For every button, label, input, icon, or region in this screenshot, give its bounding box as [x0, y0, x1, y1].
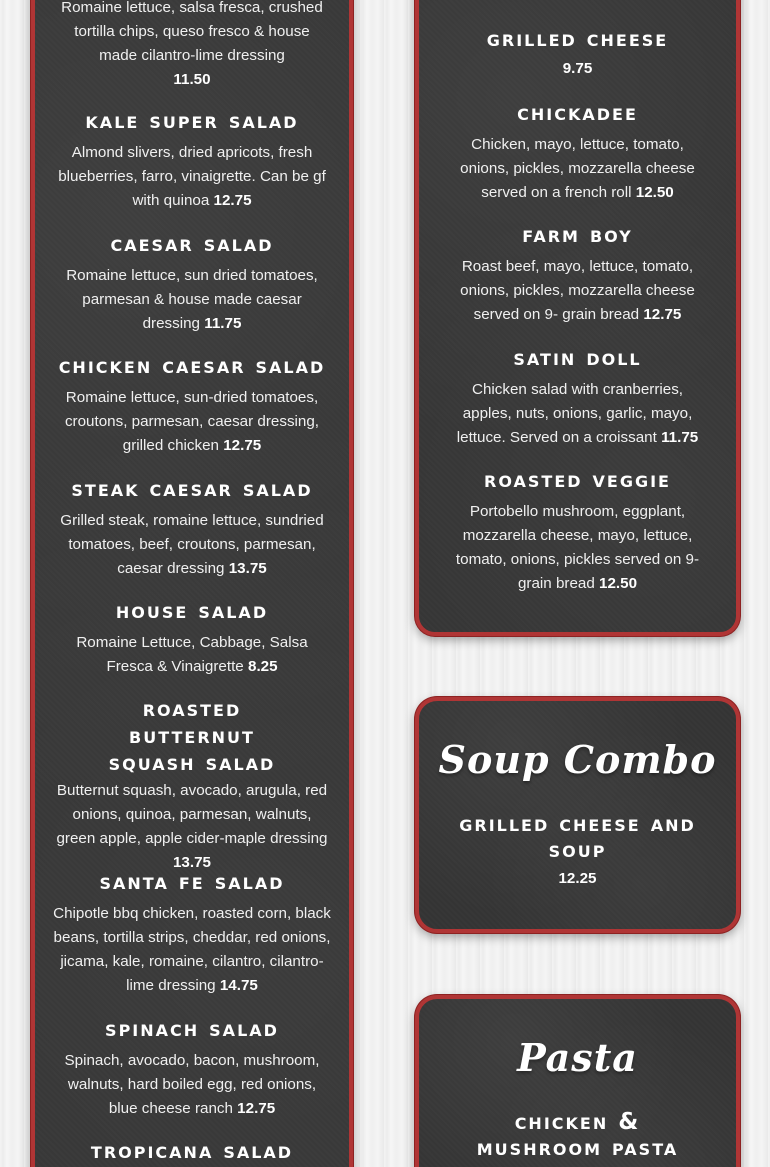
- item-name: satin doll: [513, 345, 642, 371]
- item-description: Chipotle bbq chicken, roasted corn, black beans, tortilla strips, cheddar, red onions, jicama, kale, romaine, cilantro, cilantro-lime dressing: [53, 905, 331, 994]
- item-description: Romaine Lettuce, Cabbage, Salsa Fresca & Vinaigrette: [76, 634, 308, 675]
- item-description: Chicken, mayo, lettuce, tomato, onions, pickles, mozzarella cheese served on a french roll: [460, 136, 695, 201]
- item-price: 8.25: [248, 658, 278, 675]
- menu-item-farm-boy: [429, 222, 726, 327]
- sandwiches-panel: [415, 0, 740, 636]
- item-price: 12.75: [237, 1100, 276, 1117]
- menu-item-tropicana-salad: [45, 1138, 339, 1165]
- item-name: chicken caesar salad: [58, 353, 326, 379]
- menu-item-roasted-butternut-squash-salad: [45, 696, 339, 875]
- item-price: 12.75: [643, 306, 682, 323]
- menu-item-chicken-caesar-salad: [45, 353, 339, 458]
- pasta-panel: [415, 995, 740, 1167]
- item-name: steak caesar salad: [71, 476, 313, 502]
- menu-item-caesar-salad: [45, 231, 339, 336]
- item-description: Butternut squash, avocado, arugula, red onions, quinoa, parmesan, walnuts, green apple, apple cider-maple dressing: [56, 782, 328, 847]
- item-description: Spinach, avocado, bacon, mushroom, walnuts, hard boiled egg, red onions, blue cheese ranch: [64, 1052, 320, 1117]
- item-name: roasted butternut squash salad: [108, 696, 276, 776]
- item-description: Roast beef, mayo, lettuce, tomato, onions, pickles, mozzarella cheese served on 9- grain bread: [460, 258, 695, 323]
- item-price: 13.75: [228, 560, 267, 577]
- item-description: Romaine lettuce, salsa fresca, crushed tortilla chips, queso fresco & house made cilantro-lime dressing: [61, 0, 323, 64]
- menu-item-roasted-veggie: [429, 467, 726, 596]
- item-name: grilled cheese and soup: [459, 811, 696, 863]
- menu-item-satin-doll: [429, 345, 726, 450]
- menu-item-kale-super-salad: [45, 108, 339, 213]
- item-description: Almond slivers, dried apricots, fresh blueberries, farro, vinaigrette. Can be gf with quinoa: [58, 144, 326, 209]
- menu-item-chicken-mushroom-pasta: [429, 1109, 726, 1161]
- item-name: santa fe salad: [99, 869, 285, 895]
- item-price: 13.75: [172, 854, 211, 871]
- menu-item-grilled-cheese-and-soup: [429, 811, 726, 891]
- section-title: Pasta: [517, 1035, 638, 1080]
- item-description: Grilled steak, romaine lettuce, sundried tomatoes, beef, croutons, parmesan, caesar dressing: [60, 512, 324, 577]
- menu-item-steak-caesar-salad: [45, 476, 339, 581]
- item-name: kale super salad: [85, 108, 299, 134]
- item-name: chickadee: [517, 100, 638, 126]
- salads-panel: [31, 0, 353, 1167]
- menu-item-santa-fe-salad: [45, 869, 339, 998]
- item-price: 11.75: [204, 315, 242, 332]
- item-name: chicken & mushroom pasta: [476, 1109, 679, 1161]
- soup-combo-panel: [415, 697, 740, 933]
- item-description: Chicken salad with cranberries, apples, nuts, onions, garlic, mayo, lettuce. Served on a croissant: [456, 381, 693, 446]
- item-price: 11.75: [661, 429, 699, 446]
- menu-item-grilled-cheese: [429, 26, 726, 81]
- item-description: Portobello mushroom, eggplant, mozzarella cheese, mayo, lettuce, tomato, onions, pickles served on 9- grain bread: [455, 503, 700, 592]
- item-name: tropicana salad: [90, 1138, 294, 1164]
- item-description: Romaine lettuce, sun dried tomatoes, parmesan & house made caesar dressing: [66, 267, 318, 332]
- menu-item-chickadee: [429, 100, 726, 205]
- item-description: Romaine lettuce, sun-dried tomatoes, croutons, parmesan, caesar dressing, grilled chicken: [64, 389, 320, 454]
- section-title: Soup Combo: [438, 737, 717, 782]
- item-price: 9.75: [562, 60, 593, 77]
- item-price: 12.75: [223, 437, 262, 454]
- item-price: 12.75: [213, 192, 252, 209]
- menu-item-salad-0: [45, 0, 339, 92]
- item-name: roasted veggie: [484, 467, 671, 493]
- item-name: caesar salad: [110, 231, 274, 257]
- item-price: 12.50: [599, 575, 638, 592]
- item-name: grilled cheese: [486, 26, 669, 52]
- item-name: farm boy: [522, 222, 633, 248]
- item-price: 14.75: [219, 977, 258, 994]
- menu-item-spinach-salad: [45, 1016, 339, 1121]
- item-price: 11.50: [173, 71, 211, 88]
- item-name: house salad: [115, 598, 269, 624]
- item-price: 12.25: [558, 870, 597, 887]
- menu-item-house-salad: [45, 598, 339, 679]
- item-price: 12.50: [635, 184, 674, 201]
- item-name: spinach salad: [105, 1016, 279, 1042]
